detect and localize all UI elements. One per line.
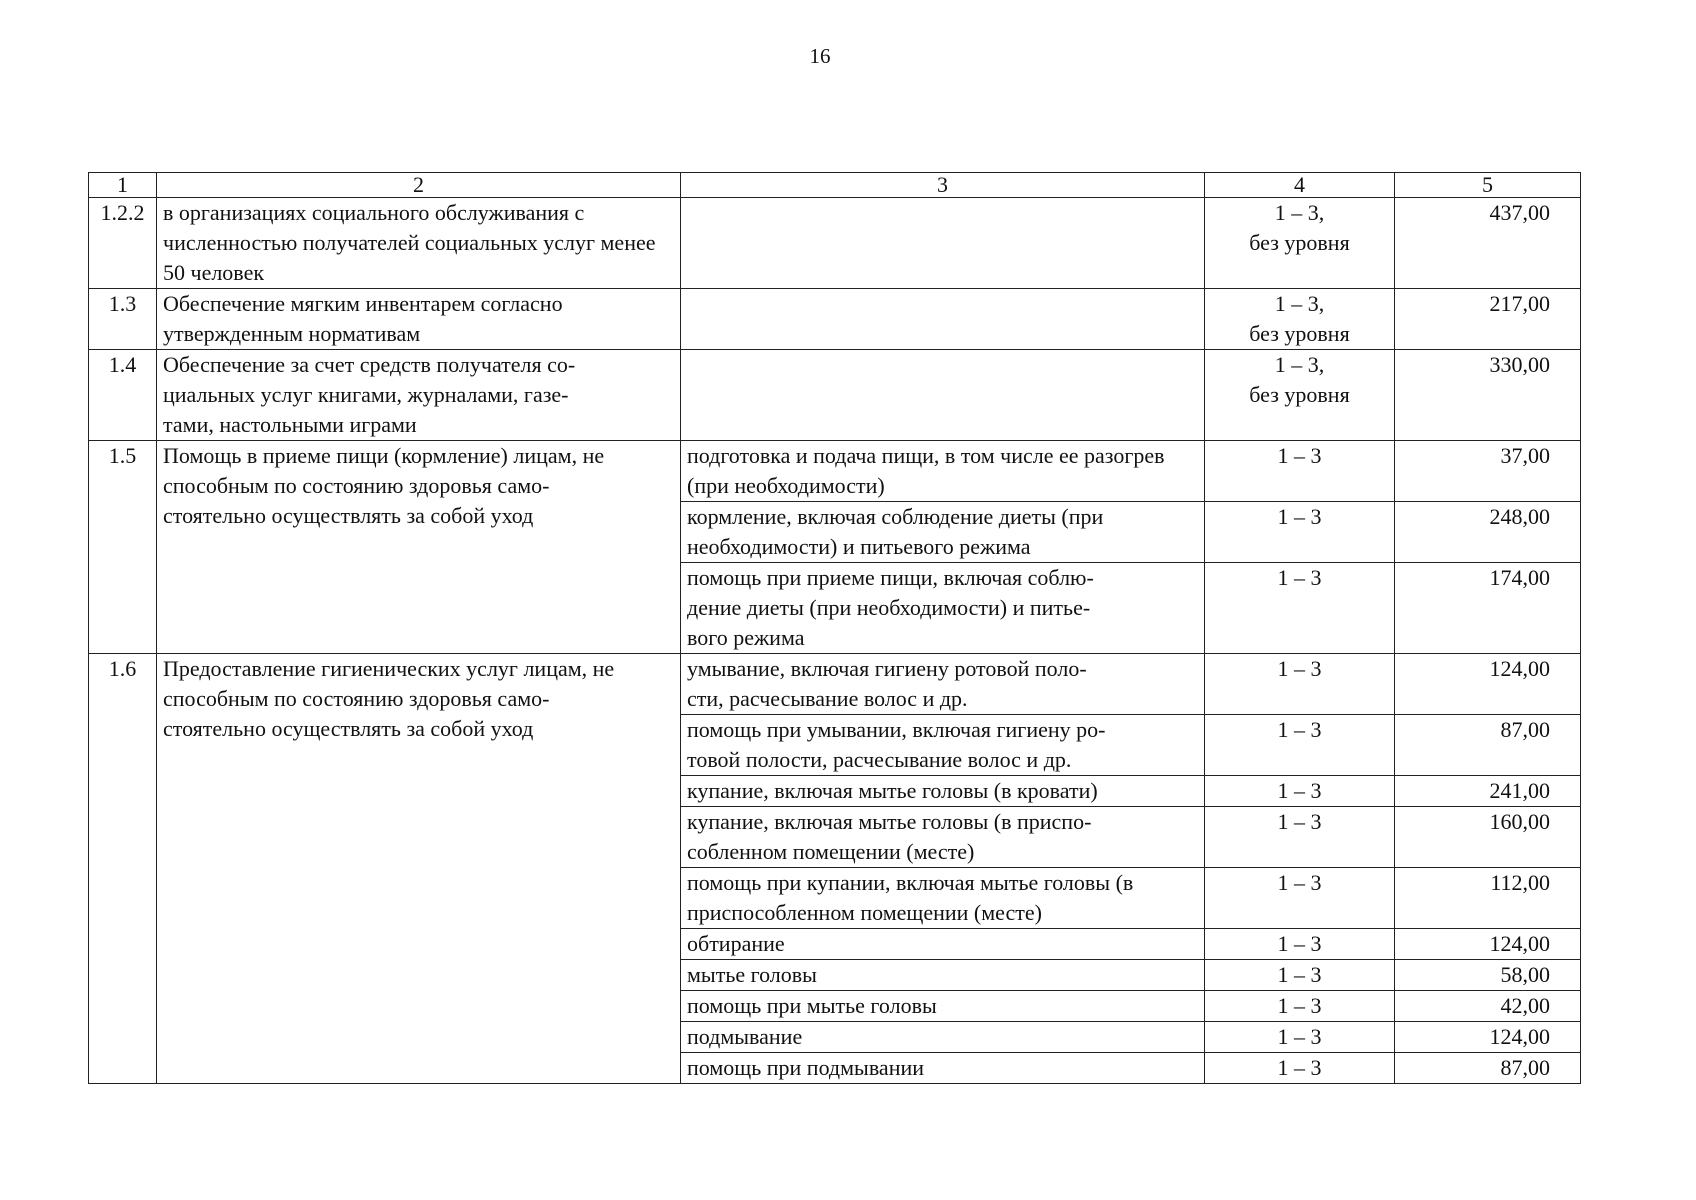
table-header-row <box>89 173 1581 198</box>
price-cell: 124,00 <box>1395 1022 1581 1053</box>
service-name: Обеспечение мягким инвентарем согласно утвержденным нормативам <box>157 289 681 350</box>
service-detail: помощь при приеме пищи, включая соблю- дение диеты (при необходимости) и питье- вого режима <box>681 563 1205 654</box>
level-cell: 1 – 3 <box>1205 807 1395 868</box>
price-cell: 124,00 <box>1395 654 1581 715</box>
service-detail: помощь при купании, включая мытье головы (в приспособленном помещении (месте) <box>681 868 1205 929</box>
tariff-table <box>88 172 1581 1084</box>
price-cell: 37,00 <box>1395 441 1581 502</box>
service-name: Предоставление гигиенических услуг лицам, не способным по состоянию здоровья само- стоятельно осуществлять за собой уход <box>157 654 681 1084</box>
price-cell: 124,00 <box>1395 929 1581 960</box>
level-cell: 1 – 3 <box>1205 991 1395 1022</box>
level-cell: 1 – 3, без уровня <box>1205 289 1395 350</box>
service-detail <box>681 289 1205 350</box>
row-number: 1.5 <box>89 441 157 654</box>
service-name: Обеспечение за счет средств получателя со- циальных услуг книгами, журналами, газе- тами, настольными играми <box>157 350 681 441</box>
table-row <box>89 654 1581 715</box>
service-detail: помощь при подмывании <box>681 1053 1205 1084</box>
price-cell: 330,00 <box>1395 350 1581 441</box>
service-detail: умывание, включая гигиену ротовой поло- сти, расчесывание волос и др. <box>681 654 1205 715</box>
level-cell: 1 – 3 <box>1205 868 1395 929</box>
level-cell: 1 – 3 <box>1205 1053 1395 1084</box>
level-cell: 1 – 3, без уровня <box>1205 198 1395 289</box>
header-cell: 4 <box>1205 173 1395 198</box>
price-cell: 87,00 <box>1395 1053 1581 1084</box>
service-detail: обтирание <box>681 929 1205 960</box>
row-number: 1.2.2 <box>89 198 157 289</box>
header-cell: 3 <box>681 173 1205 198</box>
price-cell: 160,00 <box>1395 807 1581 868</box>
level-cell: 1 – 3 <box>1205 1022 1395 1053</box>
service-detail: подмывание <box>681 1022 1205 1053</box>
table-row <box>89 350 1581 441</box>
service-detail: подготовка и подача пищи, в том числе ее разогрев (при необходимости) <box>681 441 1205 502</box>
service-detail: купание, включая мытье головы (в приспо- собленном помещении (месте) <box>681 807 1205 868</box>
row-number: 1.4 <box>89 350 157 441</box>
price-cell: 87,00 <box>1395 715 1581 776</box>
price-cell: 42,00 <box>1395 991 1581 1022</box>
level-cell: 1 – 3 <box>1205 929 1395 960</box>
level-cell: 1 – 3, без уровня <box>1205 350 1395 441</box>
service-detail: мытье головы <box>681 960 1205 991</box>
level-cell: 1 – 3 <box>1205 441 1395 502</box>
page-number: 16 <box>809 44 831 68</box>
level-cell: 1 – 3 <box>1205 960 1395 991</box>
level-cell: 1 – 3 <box>1205 654 1395 715</box>
table-row <box>89 441 1581 502</box>
price-cell: 217,00 <box>1395 289 1581 350</box>
price-cell: 248,00 <box>1395 502 1581 563</box>
header-cell: 5 <box>1395 173 1581 198</box>
service-detail: кормление, включая соблюдение диеты (при необходимости) и питьевого режима <box>681 502 1205 563</box>
service-detail: помощь при мытье головы <box>681 991 1205 1022</box>
table-row <box>89 289 1581 350</box>
table-row <box>89 198 1581 289</box>
price-cell: 241,00 <box>1395 776 1581 807</box>
header-cell: 1 <box>89 173 157 198</box>
row-number: 1.3 <box>89 289 157 350</box>
price-cell: 58,00 <box>1395 960 1581 991</box>
service-name: Помощь в приеме пищи (кормление) лицам, не способным по состоянию здоровья само- стоятельно осуществлять за собой уход <box>157 441 681 654</box>
price-cell: 174,00 <box>1395 563 1581 654</box>
level-cell: 1 – 3 <box>1205 502 1395 563</box>
service-detail <box>681 198 1205 289</box>
level-cell: 1 – 3 <box>1205 563 1395 654</box>
level-cell: 1 – 3 <box>1205 776 1395 807</box>
level-cell: 1 – 3 <box>1205 715 1395 776</box>
service-detail <box>681 350 1205 441</box>
price-cell: 112,00 <box>1395 868 1581 929</box>
header-cell: 2 <box>157 173 681 198</box>
service-detail: купание, включая мытье головы (в кровати) <box>681 776 1205 807</box>
row-number: 1.6 <box>89 654 157 1084</box>
service-detail: помощь при умывании, включая гигиену ро- товой полости, расчесывание волос и др. <box>681 715 1205 776</box>
price-cell: 437,00 <box>1395 198 1581 289</box>
service-name: в организациях социального обслуживания с численностью получателей социальных услуг менее 50 человек <box>157 198 681 289</box>
